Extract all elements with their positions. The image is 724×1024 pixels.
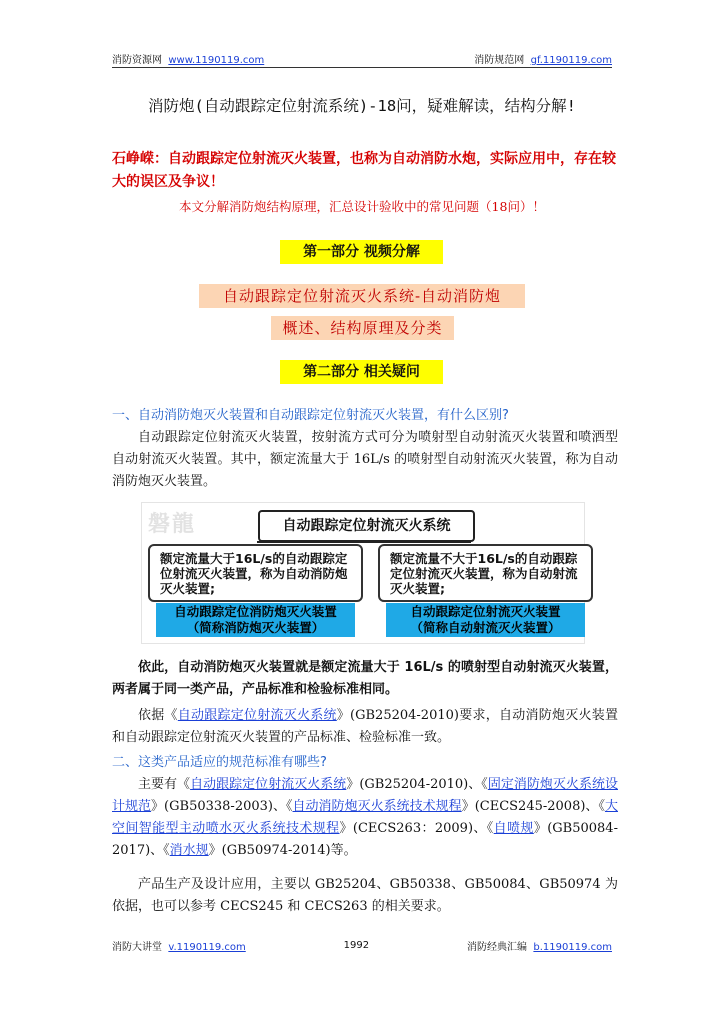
text-run: 》(GB50974-2014)等。 xyxy=(208,843,357,858)
q2-paragraph-2: 产品生产及设计应用，主要以 GB25204、GB50338、GB50084、GB50974 为依据，也可以参考 CECS245 和 CECS263 的相关要求。 xyxy=(112,877,618,914)
text-run: 》(CECS263：2009)、《 xyxy=(339,821,494,836)
part1-heading: 第一部分 视频分解 xyxy=(280,240,443,264)
header-right xyxy=(474,51,612,66)
standard-link[interactable]: 消水规 xyxy=(169,843,209,858)
header-right-link[interactable]: gf.1190119.com xyxy=(530,55,612,66)
right-result-line-1: 自动跟踪定位射流灭火装置 xyxy=(410,604,561,619)
question-2: 二、这类产品适应的规范标准有哪些? xyxy=(112,755,327,770)
footer-left-link[interactable]: v.1190119.com xyxy=(168,941,246,953)
footer-left-label: 消防大讲堂 xyxy=(112,941,162,953)
header-right-label: 消防规范网 xyxy=(474,55,525,66)
standard-link[interactable]: 固定消防炮灭火系统设计规范 xyxy=(112,777,618,814)
diagram-right-box: 额定流量不大于16L/s的自动跟踪定位射流灭火装置，称为自动射流灭火装置; xyxy=(378,544,593,602)
left-result-line-1: 自动跟踪定位消防炮灭火装置 xyxy=(174,604,337,619)
footer-right-label: 消防经典汇编 xyxy=(467,941,528,953)
right-result-line-2: （简称自动射流灭火装置） xyxy=(410,620,561,635)
page-header xyxy=(112,50,612,68)
question-1: 一、自动消防炮灭火装置和自动跟踪定位射流灭火装置，有什么区别? xyxy=(112,408,509,423)
watermark-logo: 磐龍 xyxy=(148,512,197,537)
text-run: 主要有《 xyxy=(138,777,191,792)
classification-diagram xyxy=(141,502,585,644)
q1-paragraph-3 xyxy=(112,705,618,749)
video-title-2: 概述、结构原理及分类 xyxy=(271,316,454,340)
header-left-label: 消防资源网 xyxy=(112,55,162,66)
q2-paragraph-1 xyxy=(112,774,618,862)
text-run: 》(GB25204-2010)、《 xyxy=(346,777,488,792)
text-run: 》(GB50338-2003)、《 xyxy=(151,799,293,814)
q1-paragraph-1: 自动跟踪定位射流灭火装置，按射流方式可分为喷射型自动射流灭火装置和喷洒型自动射流灭火装置。其中，额定流量大于 16L/s 的喷射型自动射流灭火装置，称为自动消防炮灭火装置。 xyxy=(112,430,618,489)
footer-right xyxy=(467,938,612,953)
intro-red-bold: 石峥嵘：自动跟踪定位射流灭火装置，也称为自动消防水炮，实际应用中，存在较大的误区及争议！ xyxy=(112,151,616,190)
text-run: 》(GB50084-2017)、《 xyxy=(112,821,618,858)
text-run: 》(GB25204-2010)要求，自动消防炮灭火装置和自动跟踪定位射流灭火装置的产品标准、检验标准一致。 xyxy=(112,708,618,745)
page-number: 1992 xyxy=(343,939,370,951)
standard-link[interactable]: 自动消防炮灭火系统技术规程 xyxy=(292,799,462,814)
standard-link[interactable]: 自喷规 xyxy=(493,821,534,836)
connector-line xyxy=(257,541,471,543)
diagram-left-box: 额定流量大于16L/s的自动跟踪定位射流灭火装置，称为自动消防炮灭火装置; xyxy=(148,544,363,602)
footer-left xyxy=(112,938,246,953)
page-footer xyxy=(112,938,612,952)
intro-red-small: 本文分解消防炮结构原理，汇总设计验收中的常见问题（18问）！ xyxy=(179,199,545,214)
standard-link[interactable]: 大空间智能型主动喷水灭火系统技术规程 xyxy=(112,799,618,836)
diagram-left-result xyxy=(156,603,355,637)
footer-right-link[interactable]: b.1190119.com xyxy=(533,941,612,953)
diagram-top-node: 自动跟踪定位射流灭火系统 xyxy=(258,510,475,542)
left-result-line-2: （简称消防炮灭火装置） xyxy=(186,620,325,635)
diagram-right-result xyxy=(386,603,585,637)
part2-heading: 第二部分 相关疑问 xyxy=(280,360,443,384)
standard-link[interactable]: 自动跟踪定位射流灭火系统 xyxy=(190,777,347,792)
video-title-1: 自动跟踪定位射流灭火系统-自动消防炮 xyxy=(199,284,525,308)
standard-link[interactable]: 自动跟踪定位射流灭火系统 xyxy=(177,708,337,723)
q1-paragraph-2: 依此，自动消防炮灭火装置就是额定流量大于 16L/s 的喷射型自动射流灭火装置，两者属于同一类产品，产品标准和检验标准相同。 xyxy=(112,660,618,697)
header-left xyxy=(112,51,264,66)
text-run: 依据《 xyxy=(138,708,178,723)
document-title: 消防炮(自动跟踪定位射流系统)-18问，疑难解读，结构分解! xyxy=(148,97,576,115)
text-run: 》(CECS245-2008)、《 xyxy=(461,799,605,814)
header-left-link[interactable]: www.1190119.com xyxy=(168,55,265,66)
